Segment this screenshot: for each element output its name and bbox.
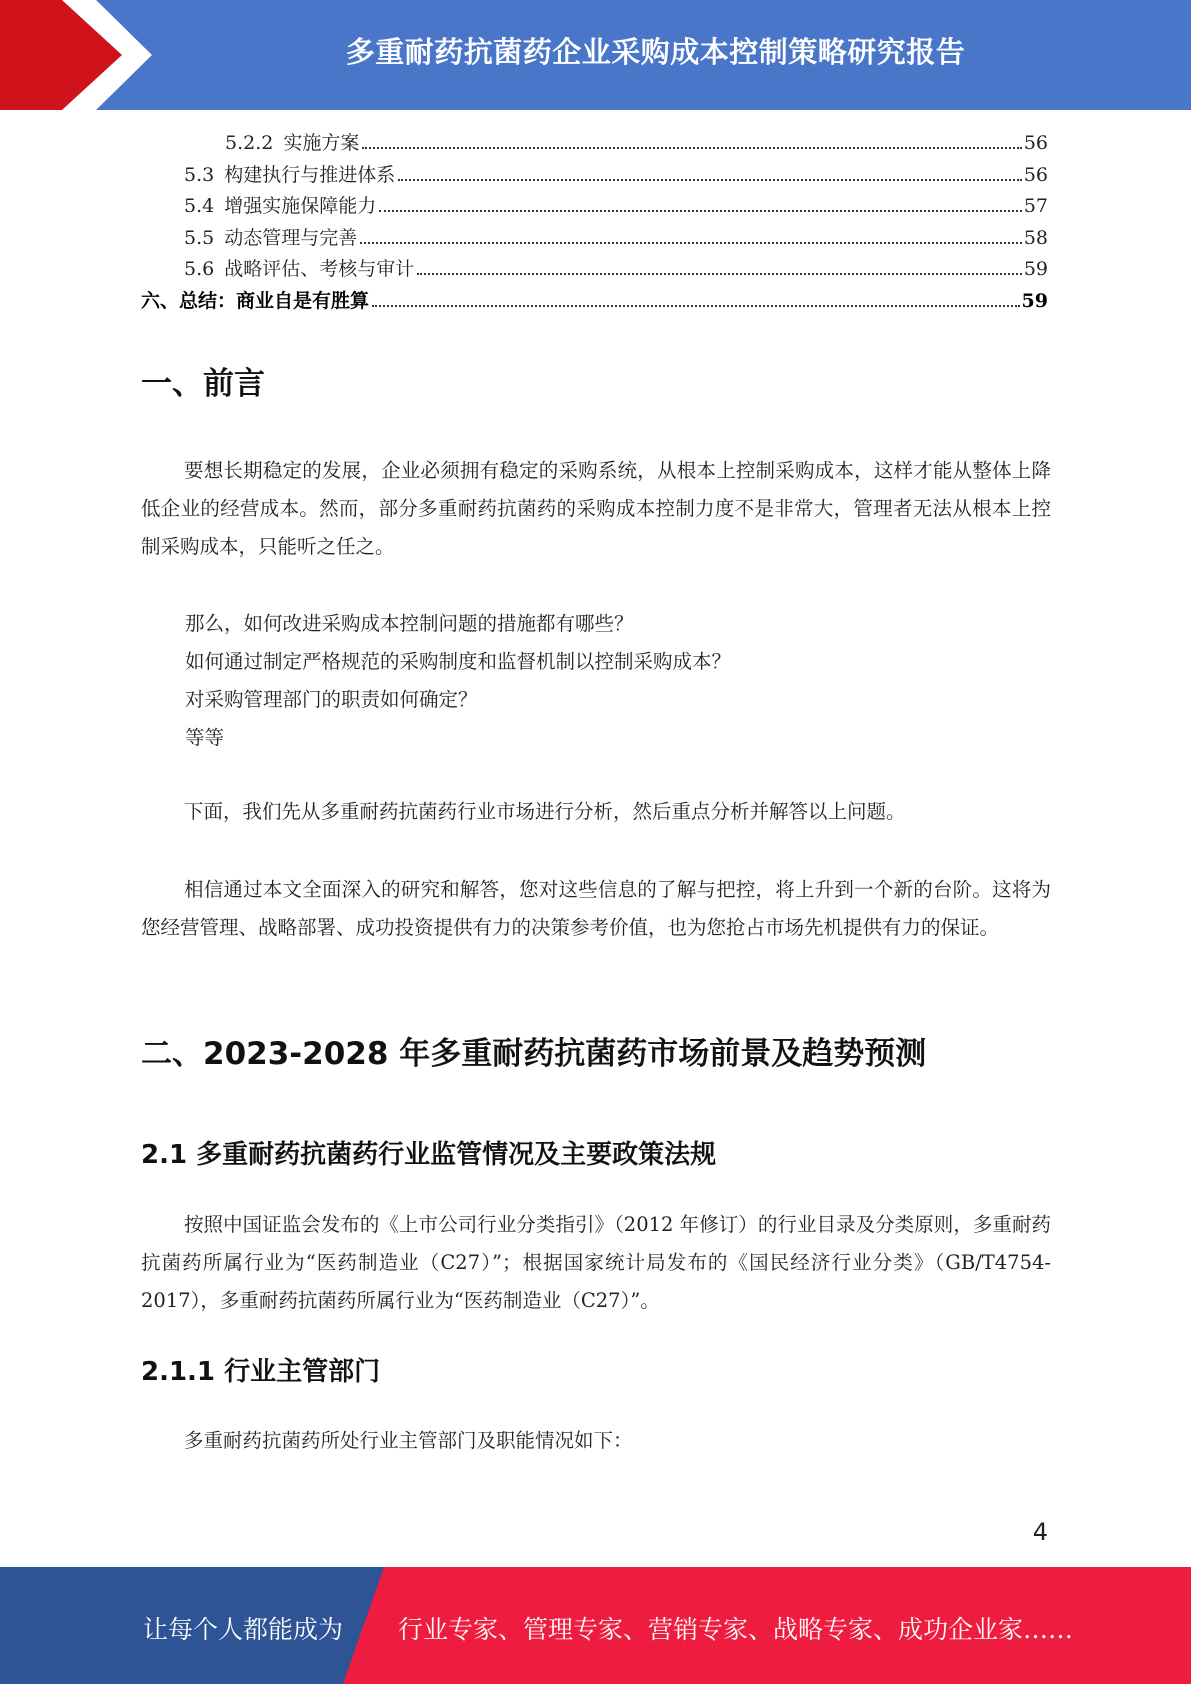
toc-entry-number: 5.2.2	[225, 132, 274, 154]
toc-leader-dots	[372, 305, 1020, 307]
toc-entry-number: 5.5	[184, 226, 215, 249]
toc-entry-page: 57	[1023, 195, 1048, 217]
page-footer	[0, 1567, 1191, 1684]
toc-entry-title: 六、总结：商业自是有胜算	[141, 289, 370, 312]
toc-entry-title: 动态管理与完善	[224, 226, 358, 249]
toc-entry-title: 构建执行与推进体系	[224, 163, 396, 186]
toc-leader-dots	[379, 210, 1022, 212]
toc-entry-number: 5.4	[184, 195, 215, 217]
question-line: 如何通过制定严格规范的采购制度和监督机制以控制采购成本？	[185, 650, 732, 673]
toc-entry-title: 战略评估、考核与审计	[224, 258, 415, 280]
toc-entry[interactable]	[141, 223, 1048, 255]
body-paragraph: 相信通过本文全面深入的研究和解答，您对这些信息的了解与把控，将上升到一个新的台阶。这将为您经营管理、战略部署、成功投资提供有力的决策参考价值，也为您抢占市场先机提供有力的保证。	[141, 878, 1051, 939]
toc-entry-page: 56	[1023, 163, 1048, 186]
question-line: 对采购管理部门的职责如何确定？	[185, 688, 478, 711]
toc-entry-page: 59	[1023, 258, 1048, 280]
section-heading-preface: 一、前言	[141, 366, 265, 402]
body-paragraph: 按照中国证监会发布的《上市公司行业分类指引》（2012 年修订）的行业目录及分类原则，多重耐药抗菌药所属行业为“医药制造业（C27）”；根据国家统计局发布的《国民经济行业分类》（GB/T4754-2017），多重耐药抗菌药所属行业为“医药制造业（C27）”。	[141, 1213, 1051, 1312]
report-title: 多重耐药抗菌药企业采购成本控制策略研究报告	[345, 35, 966, 69]
section-heading-market-outlook: 二、2023-2028 年多重耐药抗菌药市场前景及趋势预测	[141, 1036, 927, 1072]
footer-slogan-left: 让每个人都能成为	[143, 1615, 344, 1644]
table-of-contents	[141, 128, 1048, 317]
subsection-heading-regulation: 2.1 多重耐药抗菌药行业监管情况及主要政策法规	[141, 1140, 717, 1170]
toc-entry[interactable]	[141, 160, 1048, 192]
page-header	[0, 0, 1191, 110]
toc-entry[interactable]	[141, 286, 1048, 318]
toc-entry-number: 5.3	[184, 163, 215, 186]
toc-entry[interactable]	[141, 191, 1048, 223]
toc-entry-page: 58	[1023, 226, 1048, 249]
footer-slogan-right: 行业专家、管理专家、营销专家、战略专家、成功企业家……	[398, 1615, 1074, 1644]
toc-leader-dots	[362, 147, 1021, 149]
body-paragraph: 多重耐药抗菌药所处行业主管部门及职能情况如下：	[184, 1429, 633, 1452]
page-number: 4	[1032, 1518, 1048, 1546]
body-paragraph: 要想长期稳定的发展，企业必须拥有稳定的采购系统，从根本上控制采购成本，这样才能从整体上降低企业的经营成本。然而，部分多重耐药抗菌药的采购成本控制力度不是非常大，管理者无法从根本上控制采购成本，只能听之任之。	[141, 459, 1051, 558]
toc-entry[interactable]	[141, 128, 1048, 160]
toc-leader-dots	[417, 273, 1022, 275]
body-paragraph: 下面，我们先从多重耐药抗菌药行业市场进行分析，然后重点分析并解答以上问题。	[184, 800, 906, 823]
toc-entry-title: 增强实施保障能力	[224, 195, 377, 217]
toc-entry-page: 59	[1021, 289, 1048, 312]
subsection-heading-authority: 2.1.1 行业主管部门	[141, 1357, 381, 1387]
question-line: 那么，如何改进采购成本控制问题的措施都有哪些？	[185, 612, 634, 635]
toc-entry-page: 56	[1023, 132, 1048, 154]
toc-leader-dots	[360, 242, 1022, 244]
toc-entry-title: 实施方案	[283, 132, 360, 154]
toc-leader-dots	[398, 179, 1022, 181]
toc-entry[interactable]	[141, 254, 1048, 286]
toc-entry-number: 5.6	[184, 258, 215, 280]
question-line: 等等	[185, 726, 225, 749]
